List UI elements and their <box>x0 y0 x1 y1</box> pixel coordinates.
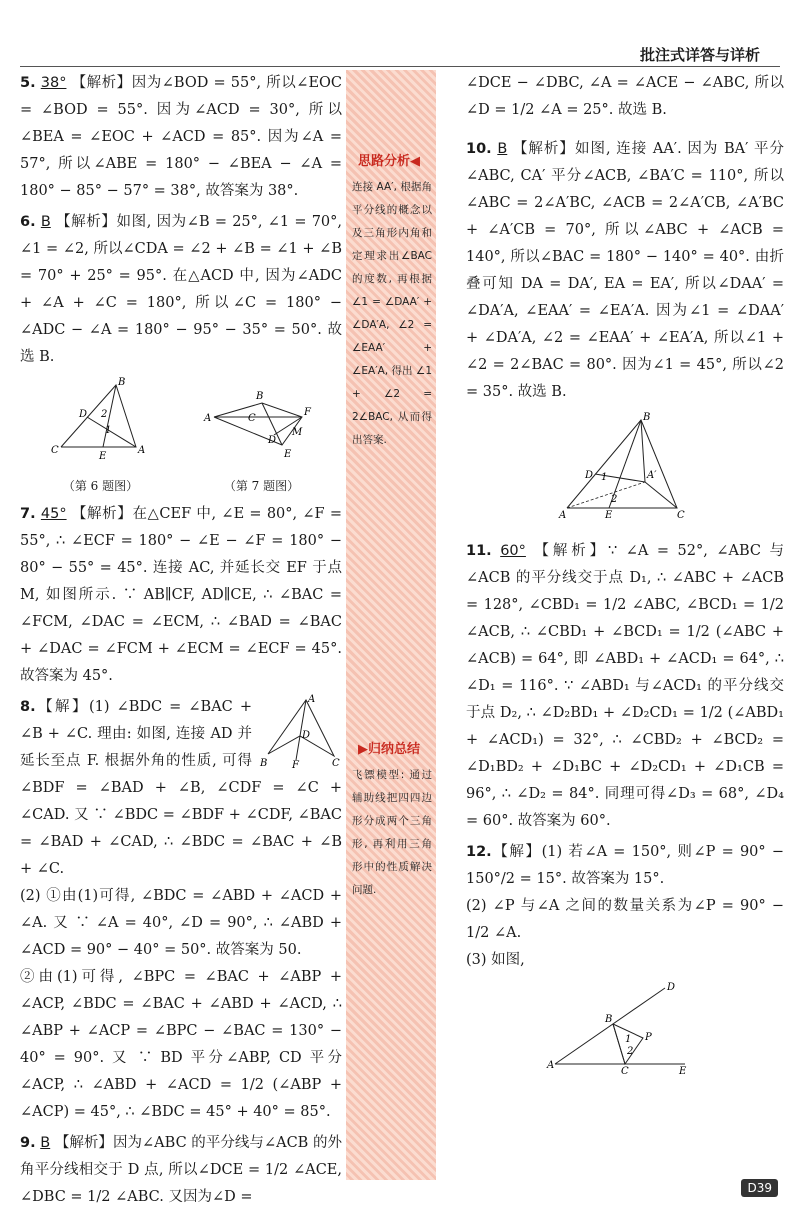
sidebar-note-2-text: 飞镖模型: 通过辅助线把四四边形分成两个三角形, 再利用三角形中的性质解决问题. <box>352 769 432 896</box>
svg-text:E: E <box>283 449 291 460</box>
problem-10 <box>466 136 784 406</box>
analysis-tag: 【解析】 <box>54 1135 113 1151</box>
folded-triangle-figure-10 <box>555 412 695 522</box>
svg-text:1: 1 <box>601 472 608 483</box>
problem-12 <box>466 839 784 974</box>
analysis-tag: 【解析】 <box>56 214 117 230</box>
svg-text:1: 1 <box>625 1034 632 1045</box>
problem-8 <box>20 694 342 1126</box>
problem-9 <box>20 1130 342 1211</box>
answer: B <box>497 141 508 157</box>
answer: 45° <box>40 506 67 522</box>
svg-text:D: D <box>78 409 87 420</box>
solution-text: 在△CEF 中, ∠E = 80°, ∠F = 55°, ∴ ∠ECF = 180° − ∠E − ∠F = 180° − 80° − 55° = 45°. 连接 AC, 并延长交 EF 于点 M, 如图所示. ∵ AB∥CF, AD∥CE, ∴ ∠BAC = ∠FCM, ∠DAC = ∠ECM, ∴ ∠BAD = ∠BAC + ∠DAC = ∠FCM + ∠ECM = ∠ECF = 45°. 故答案为 45°. <box>20 506 343 684</box>
problem-number: 12. <box>466 844 492 860</box>
sidebar-note-2-title: ▶归纳总结 <box>358 742 420 757</box>
page-header-title: 批注式详答与详析 <box>639 46 760 64</box>
figure-12 <box>466 980 784 1086</box>
solution-part-3: ②由(1)可得, ∠BPC = ∠BAC + ∠ABP + ∠ACP, ∠BDC = ∠BAC + ∠ABD + ∠ACD, ∴ ∠ABP + ∠ACP = ∠BPC − ∠BAC = 130° − 40° = 90°. 又 ∵ BD 平分∠ABP, CD 平分∠ACP, ∴ ∠ABD + ∠ACD = 1/2 (∠ABP + ∠ACP) = 45°, ∴ ∠BDC = 45° + 40° = 85°. <box>20 969 342 1120</box>
svg-text:A: A <box>559 510 567 521</box>
header-rule <box>20 66 780 67</box>
svg-text:C: C <box>332 758 340 769</box>
problem-number: 10. <box>466 141 492 157</box>
figure-6 <box>41 377 161 495</box>
triangle-figure-6 <box>41 377 161 467</box>
svg-text:A: A <box>308 694 316 705</box>
svg-text:P: P <box>645 1032 652 1043</box>
solution-part-2: (2) ①由(1)可得, ∠BDC = ∠ABD + ∠ACD + ∠A. 又 ∵ ∠A = 40°, ∠D = 90°, ∴ ∠ABD + ∠ACD = 90° − 40° = 50°. 故答案为 50. <box>20 888 342 958</box>
solution-tag: 【解】 <box>35 699 89 715</box>
problem-5 <box>20 70 342 205</box>
solution-text: 因为∠ABC 的平分线与∠ACB 的外角平分线相交于 D 点, 所以∠DCE = 1/2 ∠ACE, ∠DBC = 1/2 ∠ABC. 又因为∠D = <box>20 1135 342 1205</box>
problem-9-continuation: ∠DCE − ∠DBC, ∠A = ∠ACE − ∠ABC, 所以∠D = 1/2 ∠A = 25°. 故选 B. <box>466 75 784 118</box>
right-column <box>466 70 784 1092</box>
svg-text:A: A <box>547 1060 555 1071</box>
sidebar-note-1-text: 连接 AA′, 根据角平分线的概念以及三角形内角和定理求出∠BAC 的度数, 再根据∠1 = ∠DAA′ + ∠DA′A, ∠2 = ∠EAA′ + ∠EA′A, 得出 ∠1 + ∠2 = 2∠BAC, 从而得出答案. <box>352 181 432 446</box>
svg-text:A: A <box>137 445 145 456</box>
svg-text:D: D <box>302 730 311 741</box>
page-number-badge: D39 <box>741 1179 778 1197</box>
svg-text:D: D <box>585 470 594 481</box>
svg-text:2: 2 <box>627 1046 634 1057</box>
figure-6-caption: （第 6 题图） <box>62 479 139 493</box>
svg-text:B: B <box>255 391 263 402</box>
svg-text:E: E <box>605 510 613 521</box>
analysis-tag: 【解析】 <box>534 543 609 559</box>
problem-11 <box>466 538 784 835</box>
svg-text:C: C <box>621 1066 629 1076</box>
solution-part-1: (1) 若∠A = 150°, 则∠P = 90° − 150°/2 = 15°. 故答案为 15°. <box>466 844 785 887</box>
svg-text:E: E <box>98 451 106 462</box>
solution-part-2: (2) ∠P 与∠A 之间的数量关系为∠P = 90° − 1/2 ∠A. <box>466 898 784 941</box>
svg-text:M: M <box>291 427 302 438</box>
answer: 60° <box>500 543 526 559</box>
svg-text:A′: A′ <box>647 470 657 481</box>
solution-part-1: (1) ∠BDC = ∠BAC + ∠B + ∠C. 理由: 如图, 连接 AD 并延长至点 F. 根据外角的性质, 可得∠BDF = ∠BAD + ∠B, ∠CDF = ∠C + ∠CAD. 又 ∵ ∠BDC = ∠BDF + ∠CDF, ∠BAC = ∠BAD + ∠CAD, ∴ ∠BDC = ∠BAC + ∠B + ∠C. <box>20 699 342 877</box>
svg-text:D: D <box>267 435 276 446</box>
problem-number: 8. <box>20 699 36 715</box>
svg-text:B: B <box>643 412 651 423</box>
angle-figure-12 <box>545 980 705 1076</box>
svg-text:B: B <box>260 758 268 769</box>
problem-7 <box>20 501 342 690</box>
svg-text:D: D <box>667 982 676 993</box>
svg-text:C: C <box>247 413 256 424</box>
svg-text:2: 2 <box>100 409 107 420</box>
answer: 38° <box>40 75 67 91</box>
solution-text: 如图, 连接 AA′. 因为 BA′ 平分∠ABC, CA′ 平分∠ACB, ∠BA′C = 110°, 所以∠ABC = 2∠A′BC, ∠ACB = 2∠A′CB, ∠A′BC + ∠A′CB = 70°, 所以∠ABC + ∠ACB = 140°, 所以∠BAC = 180° − 140° = 40°. 由折叠可知 DA = DA′, EA = EA′, 所以∠DAA′ = ∠DA′A, ∠EAA′ = ∠EA′A. 因为∠1 = ∠DAA′ + ∠DA′A, ∠2 = ∠EAA′ + ∠EA′A, 所以∠1 + ∠2 = 2∠BAC = 80°. 因为∠1 = 45°, 所以∠2 = 35°. 故选 B. <box>466 141 785 400</box>
svg-text:F: F <box>303 407 311 418</box>
figure-7-diagram <box>202 377 322 467</box>
problem-number: 7. <box>20 506 36 522</box>
solution-text: 因为∠BOD = 55°, 所以∠EOC = ∠BOD = 55°. 因为∠ACD = 30°, 所以∠BEA = ∠EOC + ∠ACD = 85°. 因为∠A = 57°, 所以∠ABE = 180° − ∠BEA − ∠A = 180° − 85° − 57° = 38°, 故答案为 38°. <box>20 75 343 199</box>
analysis-tag: 【解析】 <box>512 141 575 157</box>
solution-text: ∵ ∠A = 52°, ∠ABC 与∠ACB 的平分线交于点 D₁, ∴ ∠ABC + ∠ACB = 128°, ∠CBD₁ = 1/2 ∠ABC, ∠BCD₁ = 1/2 ∠ACB, ∴ ∠CBD₁ + ∠BCD₁ = 1/2 (∠ABC + ∠ACB) = 64°, 即 ∠ABD₁ + ∠ACD₁ = 64°, ∴ ∠D₁ = 116°. ∵ ∠ABD₁ 与∠ACD₁ 的平分线交于点 D₂, ∴ ∠D₂BD₁ + ∠D₂CD₁ = 1/2 (∠ABD₁ + ∠ACD₁) = 32°, ∴ ∠CBD₂ + ∠BCD₂ = ∠D₁BD₂ + ∠D₁BC + ∠D₂CD₁ + ∠D₁CB = 96°, ∴ ∠D₂ = 84°. 同理可得∠D₃ = 68°, ∠D₄ = 60°. 故答案为 60°. <box>466 543 785 829</box>
svg-text:E: E <box>679 1066 687 1076</box>
answer: B <box>40 214 51 230</box>
dart-figure-8 <box>258 694 342 770</box>
figure-10 <box>466 412 784 532</box>
problem-number: 11. <box>466 543 492 559</box>
solution-part-3: (3) 如图, <box>466 952 525 968</box>
problem-6 <box>20 209 342 371</box>
figure-7 <box>202 377 322 495</box>
answer: B <box>40 1135 51 1151</box>
figures-6-7 <box>20 377 342 495</box>
analysis-tag: 【解析】 <box>71 506 133 522</box>
svg-text:1: 1 <box>104 425 111 436</box>
left-column <box>20 70 342 1215</box>
sidebar-note-1-title: 思路分析◀ <box>358 154 420 169</box>
svg-text:A: A <box>203 413 211 424</box>
problem-number: 6. <box>20 214 36 230</box>
svg-text:C: C <box>50 445 59 456</box>
problem-number: 5. <box>20 75 36 91</box>
solution-text: 如图, 因为∠B = 25°, ∠1 = 70°, ∠1 = ∠2, 所以∠CDA = ∠2 + ∠B = ∠1 + ∠B = 70° + 25° = 95°. 在△ACD 中, 因为∠ADC + ∠A + ∠C = 180°, 所以∠C = 180° − ∠ADC − ∠A = 180° − 95° − 35° = 50°. 故选 B. <box>20 214 343 365</box>
svg-text:B: B <box>605 1014 613 1025</box>
svg-text:F: F <box>292 760 299 770</box>
analysis-tag: 【解析】 <box>71 75 132 91</box>
figure-7-caption: （第 7 题图） <box>223 479 300 493</box>
problem-number: 9. <box>20 1135 36 1151</box>
svg-text:C: C <box>677 510 685 521</box>
svg-text:2: 2 <box>611 494 618 505</box>
solution-tag: 【解】 <box>491 844 542 860</box>
svg-text:B: B <box>117 377 125 388</box>
